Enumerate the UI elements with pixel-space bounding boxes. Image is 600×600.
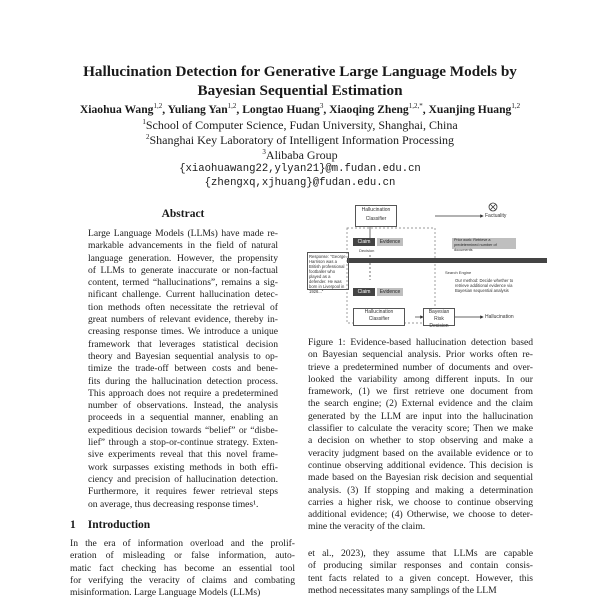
- abstract-line: nificant challenge. Current hallucination detec-: [88, 289, 278, 301]
- abstract-line: theory and Bayesian sequential analysis to op-: [88, 350, 278, 362]
- author: Xiaoqing Zheng$^{1,2,*}$: [329, 102, 423, 116]
- abstract-line: content, termed “hallucinations”, remains a sig-: [88, 277, 278, 289]
- abstract-line: of LLMs to generate inaccurate or non-factual: [88, 264, 278, 276]
- abstract-line: proceeds in a sequential manner, enabling an: [88, 412, 278, 424]
- section-heading: 1 Introduction: [70, 519, 151, 531]
- abstract-line: timize the trade-off between costs and bene-: [88, 363, 278, 375]
- caption-line: mine the veracity of the claim.: [308, 521, 426, 533]
- abstract-line: tion methods often necessitate the retrieval of: [88, 301, 278, 313]
- body-line: tent facts related to a given concept. However, this: [308, 572, 533, 584]
- abstract-line: Furthermore, it requires fewer retrieval steps: [88, 486, 278, 498]
- evidence-box: Evidence: [377, 238, 403, 246]
- author: Xiaohua Wang$^{1,2}$: [79, 102, 163, 116]
- author: Xuanjing Huang$^{1,2}$: [428, 102, 521, 116]
- search-engine-label: Search Engine: [445, 270, 472, 275]
- abstract-line: expeditious decision towards “belief” or “disbe-: [88, 424, 278, 436]
- decision-label: Decision: [359, 248, 375, 253]
- abstract-line: number of observations. Instead, the analysis: [88, 400, 278, 412]
- abstract-line: framework that leverages statistical decision: [88, 338, 278, 350]
- abstract-line: creasing response times. We introduce a unique: [88, 326, 278, 338]
- classifier-top-box: Hallucination Classifier: [355, 205, 397, 227]
- caption-line: additional evidence; (4) Otherwise, we choose to deter-: [308, 509, 533, 521]
- author: Yuliang Yan$^{1,2}$: [167, 102, 237, 116]
- author: Longtao Huang$^3$: [242, 102, 324, 116]
- body-line: et al., 2023), they assume that LLMs are capable: [308, 548, 533, 559]
- body-line: method necessitates many samplings of the LLM: [308, 584, 497, 596]
- intro-line: misinformation. Large Language Models (LLMs): [70, 587, 261, 599]
- intro-line: for verifying the veracity of claims and combating: [70, 574, 295, 586]
- intro-line: matic fact checking has become an essential tool: [70, 562, 295, 574]
- caption-line: the search engine; (2) External evidence and the claim: [308, 398, 533, 410]
- abstract-line: Large Language Models (LLMs) have made re-: [88, 228, 278, 239]
- caption-line: Figure 1: Evidence-based hallucination detection based: [308, 337, 533, 348]
- abstract-line: markable advancements in the field of natural: [88, 240, 278, 252]
- caption-line: looked the variability among different inputs. In our: [308, 373, 533, 385]
- intro-body: [70, 538, 295, 599]
- intro-line: eration of misleading or false information, auto-: [70, 550, 295, 562]
- caption-line: a decision on whether to stop observing and make a: [308, 435, 533, 447]
- title-line-1: Hallucination Detection for Generative Large Language Models by: [83, 63, 517, 80]
- affiliation: $^1$School of Computer Science, Fudan University, Shanghai, China: [142, 118, 458, 132]
- our-method-note: Our method: Decide whether to retrieve additional evidence via Bayesian sequential analysis: [455, 278, 514, 293]
- body-line: of producing similar responses and contain consis-: [308, 560, 533, 572]
- caption-line: made based on the Bayesian risk decision and sequential: [308, 472, 533, 484]
- abstract-line: lief” through a stop-or-continue strategy. Exten-: [88, 437, 278, 449]
- caption-line: trieve a predetermined number of documents and over-: [308, 361, 533, 373]
- abstract-heading: Abstract: [161, 208, 205, 220]
- affiliation: $^3$Alibaba Group: [262, 148, 338, 162]
- abstract-line: ciency and precision of hallucination detection.: [88, 473, 278, 485]
- response-note: Response: "George Harrison was a British professional footballer who played as a defender. He was born in Liverpool in 1926...": [307, 252, 349, 290]
- caption-line: continue observing additional evidence. This decision is: [308, 459, 533, 471]
- evidence-box-bottom: Evidence: [377, 288, 403, 296]
- classifier-bottom-box: Hallucination Classifier: [353, 308, 405, 326]
- caption-line: classifier to calculate the veracity score; Then we make: [308, 423, 533, 435]
- caption-line: carries a higher risk, we choose to continue observing: [308, 496, 533, 508]
- right-column-body: [308, 548, 533, 597]
- caption-line: generated by the LLM are input into the hallucination: [308, 410, 533, 422]
- email-line: {zhengxq,xjhuang}@fudan.edu.cn: [204, 177, 396, 189]
- caption-line: analysis. (3) If stopping and making a determination: [308, 484, 533, 496]
- caption-line: framework, (1) we first retrieve one document from: [308, 386, 533, 398]
- abstract-line: great numbers of relevant evidence, thereby in-: [88, 314, 278, 326]
- abstract-line: work surpasses existing methods in both effi-: [88, 461, 278, 473]
- prior-work-note: Prior work: Retrieve a predetermined number of documents: [452, 238, 516, 249]
- abstract-line: sive experiments reveal that this novel frame-: [88, 449, 278, 461]
- bayes-risk-box: Bayesian Risk Decision: [423, 308, 455, 326]
- abstract-line: language generation. However, the propensity: [88, 252, 278, 264]
- intro-line: In the era of information overload and the prolif-: [70, 538, 295, 549]
- claim-box: Claim: [353, 238, 375, 246]
- author-list: Xiaohua Wang$^{1,2}$, Yuliang Yan$^{1,2}$, Longtao Huang$^3$, Xiaoqing Zheng$^{1,2,*}$, Xuanjing Huang$^{1,2}$: [79, 102, 521, 116]
- paper-title: [40, 62, 560, 100]
- abstract-line: on average, thus decreasing response times¹.: [88, 498, 259, 510]
- email-line: {xiaohuawang22,ylyan21}@m.fudan.edu.cn: [179, 163, 421, 175]
- caption-line: on Bayesian sequencial analysis. Prior works often re-: [308, 349, 533, 361]
- factuality-label: Factuality: [485, 213, 507, 219]
- hallucination-label: Hallucination: [485, 314, 514, 320]
- title-line-2: Bayesian Sequential Estimation: [197, 82, 403, 99]
- caption-line: veracity judgment based on the available evidence or to: [308, 447, 533, 459]
- abstract-body: [88, 228, 278, 511]
- claim-box-bottom: Claim: [353, 288, 375, 296]
- figure-caption: [308, 337, 533, 534]
- abstract-line: This approach does not require a predetermined: [88, 387, 278, 399]
- abstract-line: fits during the hallucination detection process.: [88, 375, 278, 387]
- affiliation: $^2$Shanghai Key Laboratory of Intelligent Information Processing: [145, 133, 455, 147]
